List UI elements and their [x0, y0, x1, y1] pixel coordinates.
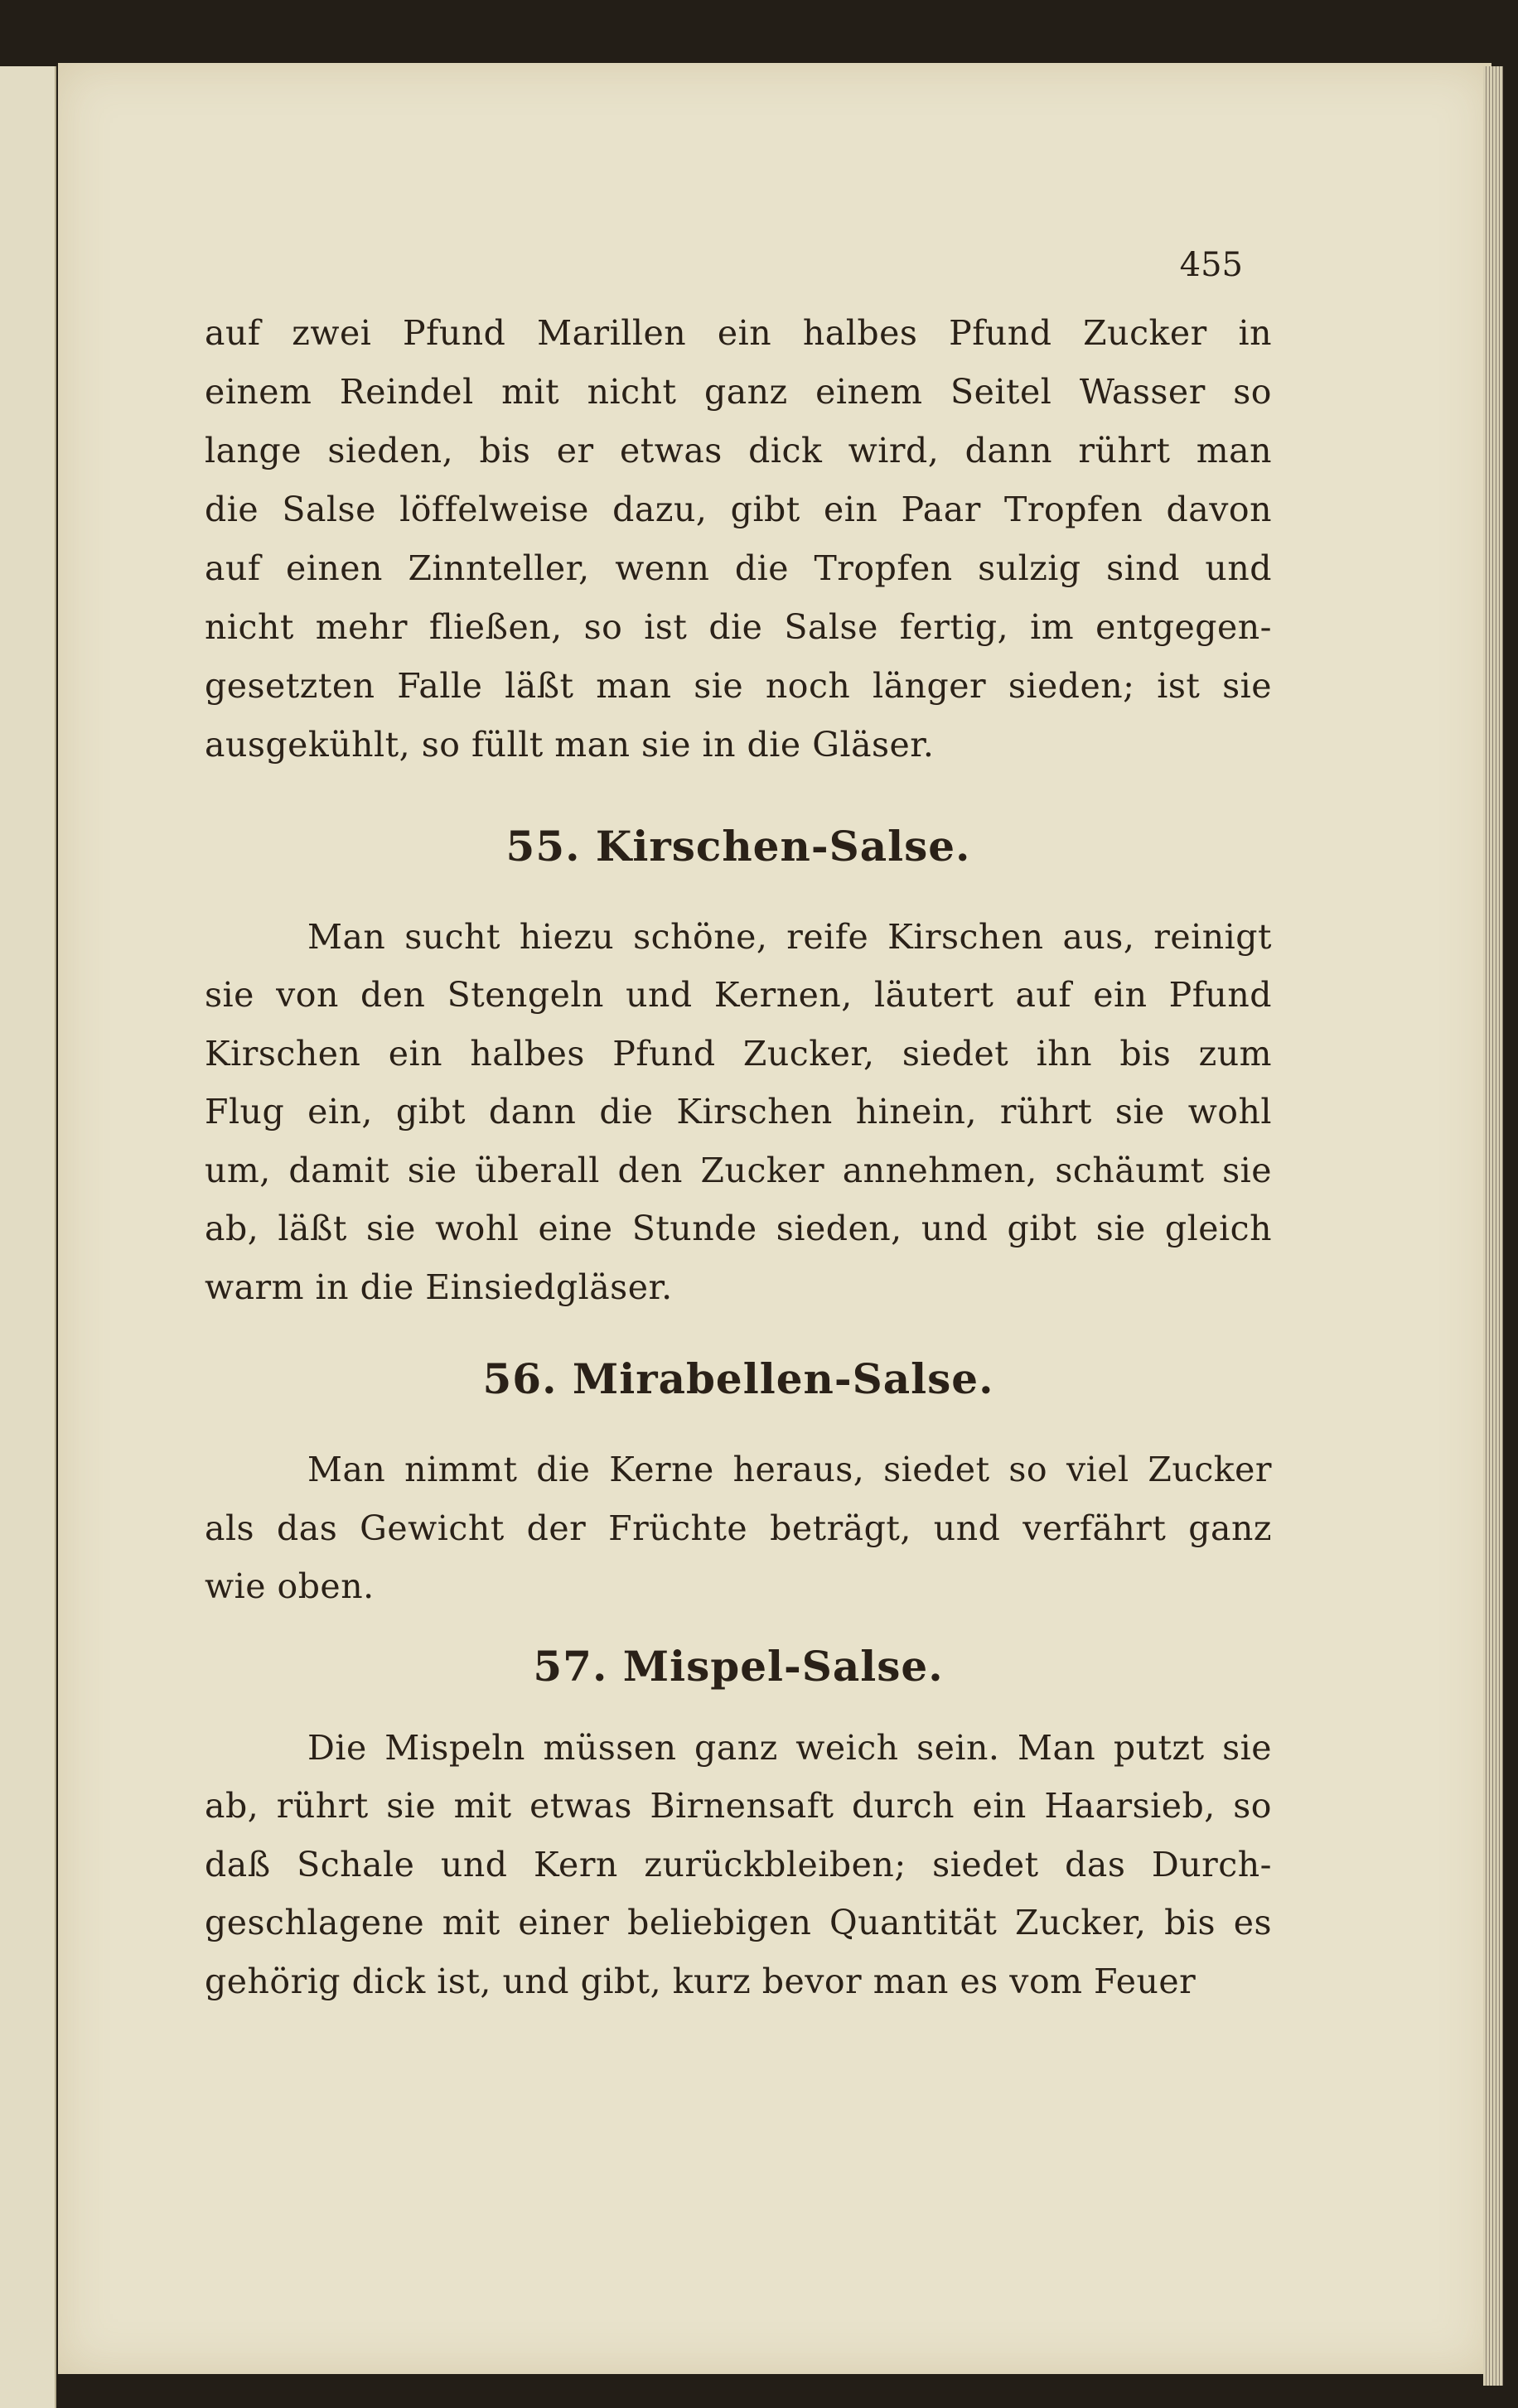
text-line: ab, rührt sie mit etwas Birnensaft durch ein Haarsieb, so — [205, 1786, 1272, 1826]
text-line: Man sucht hiezu schöne, reife Kirschen aus, reinigt — [307, 917, 1272, 957]
recipe-heading: 57. Mispel-Salse. — [533, 1642, 944, 1691]
text-line: Man nimmt die Kerne heraus, siedet so viel Zucker — [307, 1450, 1272, 1489]
text-line: wie oben. — [205, 1566, 375, 1606]
page-stack-edge — [1483, 66, 1503, 2386]
text-line: um, damit sie überall den Zucker annehmen, schäumt sie — [205, 1151, 1272, 1190]
page-number: 455 — [1179, 246, 1243, 284]
text-line: als das Gewicht der Früchte beträgt, und verfährt ganz — [205, 1508, 1272, 1548]
text-line: warm in die Einsiedgläser. — [205, 1267, 673, 1307]
text-line: einem Reindel mit nicht ganz einem Seitel Wasser so — [205, 372, 1272, 412]
previous-page-edge — [0, 66, 56, 2408]
text-line: ausgekühlt, so füllt man sie in die Gläser. — [205, 725, 935, 765]
text-line: Kirschen ein halbes Pfund Zucker, siedet ihn bis zum — [205, 1034, 1272, 1074]
text-line: nicht mehr fließen, so ist die Salse fertig, im entgegen- — [205, 607, 1272, 647]
text-line: die Salse löffelweise dazu, gibt ein Paar Tropfen davon — [205, 490, 1272, 529]
text-line: gehörig dick ist, und gibt, kurz bevor man es vom Feuer — [205, 1962, 1197, 2001]
text-line: lange sieden, bis er etwas dick wird, dann rührt man — [205, 431, 1272, 471]
text-line: sie von den Stengeln und Kernen, läutert auf ein Pfund — [205, 975, 1272, 1015]
text-line: auf einen Zinnteller, wenn die Tropfen sulzig sind und — [205, 548, 1272, 588]
text-line: geschlagene mit einer beliebigen Quantität Zucker, bis es — [205, 1903, 1272, 1942]
text-line: gesetzten Falle läßt man sie noch länger sieden; ist sie — [205, 666, 1272, 706]
recipe-heading: 56. Mirabellen-Salse. — [482, 1354, 994, 1403]
text-line: auf zwei Pfund Marillen ein halbes Pfund Zucker in — [205, 313, 1272, 353]
text-line: daß Schale und Kern zurückbleiben; siedet das Durch- — [205, 1845, 1272, 1884]
text-line: Die Mispeln müssen ganz weich sein. Man putzt sie — [307, 1728, 1272, 1768]
text-line: Flug ein, gibt dann die Kirschen hinein, rührt sie wohl — [205, 1092, 1272, 1132]
recipe-heading: 55. Kirschen-Salse. — [505, 822, 971, 871]
text-line: ab, läßt sie wohl eine Stunde sieden, und gibt sie gleich — [205, 1209, 1272, 1248]
